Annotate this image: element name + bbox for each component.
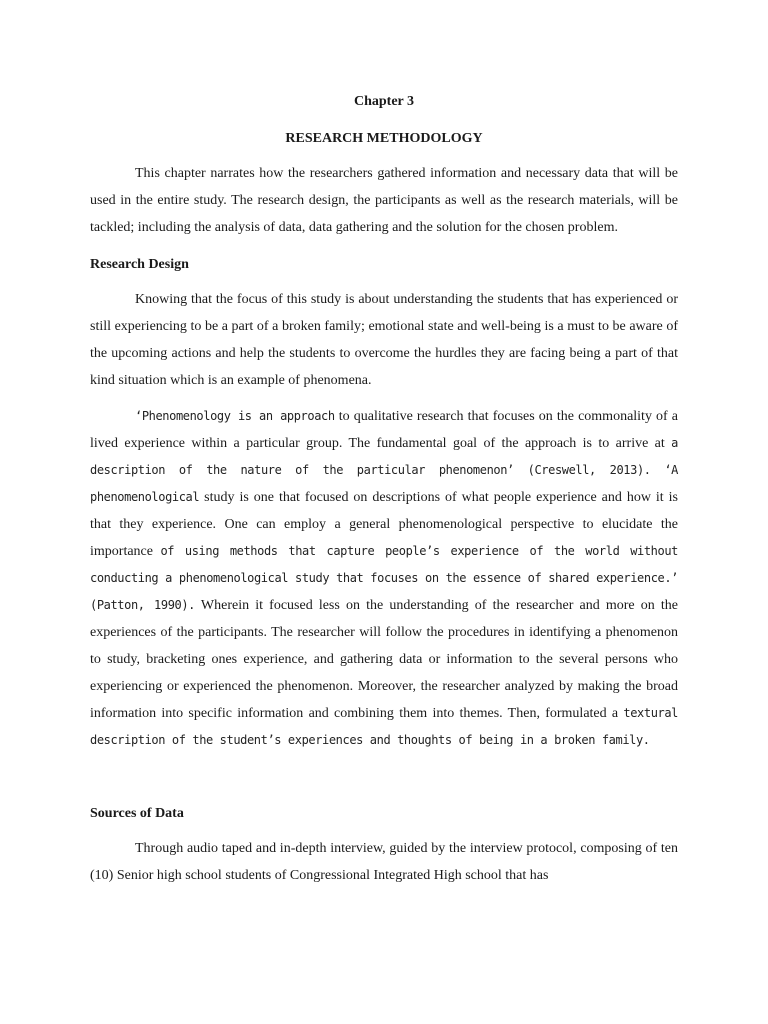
paragraph-text-segment: Wherein it focused less on the understanding of the researcher and more on the experiences of the participants. The researcher will follow the procedures in identifying a phenomenon to study, bracketing ones experience, and gathering data or information to the several persons who experiencing or experienced the phenomenon. Moreover, the researcher analyzed by making the broad information into specific information and combining them into themes. Then, formulated a (90, 598, 679, 721)
paragraph-text-segment: study is one that focused on descriptions of what people experience and how it is that they experience. One can employ a general phenomenological perspective to elucidate the importance (90, 490, 678, 559)
quote-segment: of using methods that capture people’s experience of the world without conducting a phenomenological study that focuses on the essence of shared experience.’ (Patton, 1990). (90, 544, 678, 612)
quote-segment: ‘Phenomenology is an approach (135, 409, 335, 423)
chapter-title: RESEARCH METHODOLOGY (285, 131, 483, 146)
research-design-heading: Research Design (90, 257, 189, 272)
quote-segment: a description of the nature of the particular phenomenon’ (Creswell, 2013). ‘A phenomenological (90, 436, 678, 504)
sources-of-data-paragraph-1: Through audio taped and in-depth interview, guided by the interview protocol, composing of ten (10) Senior high school students of Congressional Integrated High school that has (90, 841, 678, 883)
research-design-paragraph-2 (90, 403, 678, 754)
chapter-number: Chapter 3 (353, 94, 415, 109)
document-page (90, 88, 678, 889)
paragraph-text-segment: to qualitative research that focuses on the commonality of a lived experience within a particular group. The fundamental goal of the approach is to arrive at (90, 409, 678, 451)
intro-paragraph: This chapter narrates how the researchers gathered information and necessary data that will be used in the entire study. The research design, the participants as well as the research materials, will be tackled; including the analysis of data, data gathering and the solution for the chosen problem. (90, 166, 678, 235)
research-design-paragraph-1: Knowing that the focus of this study is about understanding the students that has experienced or still experiencing to be a part of a broken family; emotional state and well-being is a must to be aware of the upcoming actions and help the students to overcome the hurdles they are facing being a part of that kind situation which is an example of phenomena. (90, 292, 678, 388)
quote-segment: textural description of the student’s experiences and thoughts of being in a broken family. (90, 706, 678, 747)
sources-of-data-heading: Sources of Data (90, 806, 184, 821)
